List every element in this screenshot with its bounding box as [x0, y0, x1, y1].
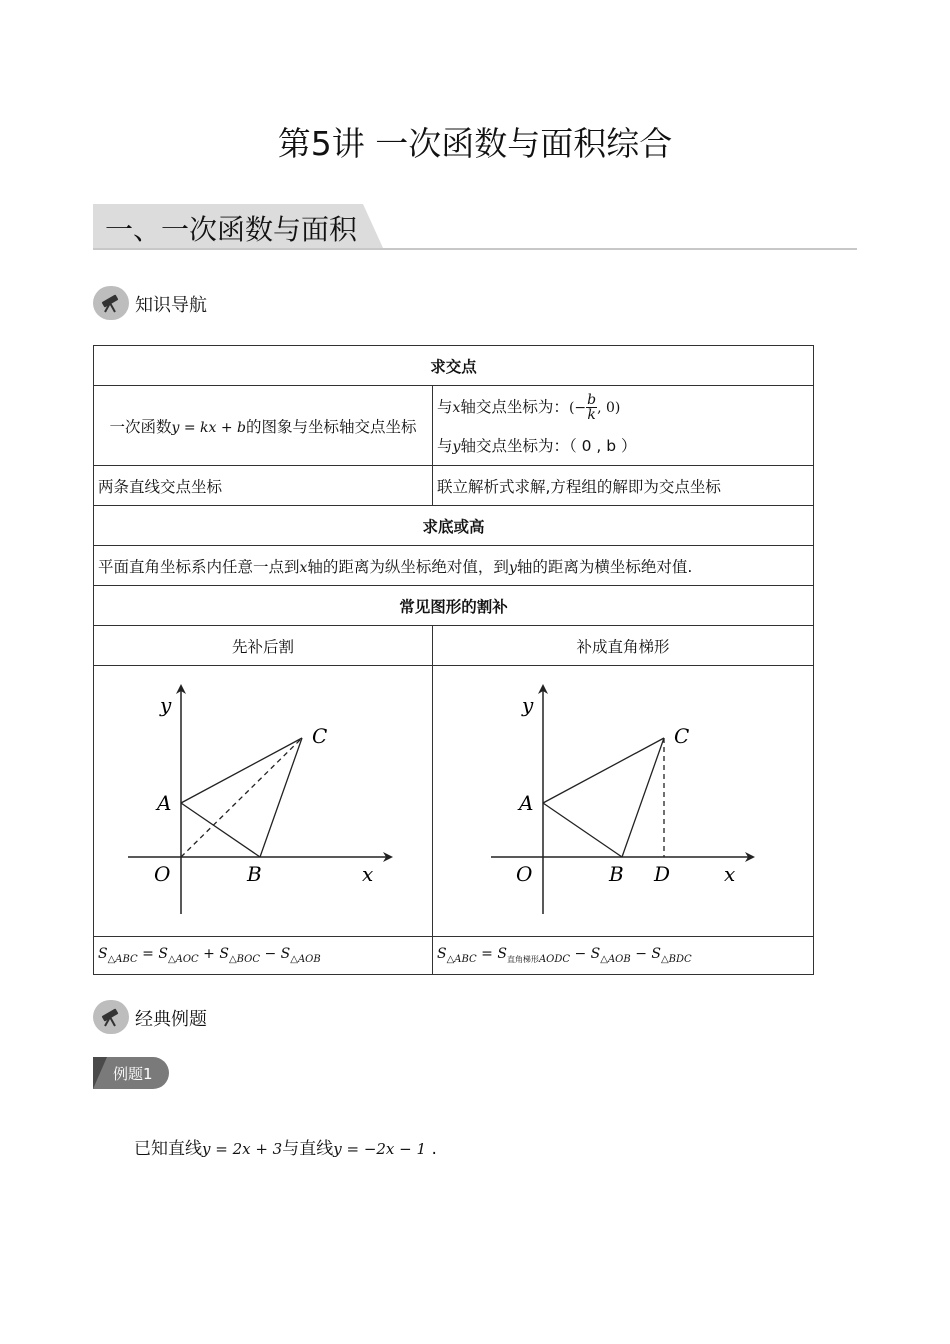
table-heading-base-height: 求底或高	[94, 506, 814, 546]
table-cell-linear-function	[94, 386, 433, 466]
segment-AC	[181, 738, 302, 803]
section-title: 一、一次函数与面积	[105, 213, 358, 246]
problem-equation-2: y = −2x − 1	[333, 1140, 427, 1158]
label-A: A	[157, 791, 172, 815]
fraction-denominator: k	[587, 406, 596, 423]
segment-CB	[622, 738, 664, 857]
cell-math: y = kx + b	[171, 419, 246, 436]
label-A: A	[519, 791, 534, 815]
formula-sub: AODC	[538, 953, 571, 965]
formula-sub: △ABC	[107, 953, 138, 965]
cell-math: y	[508, 559, 517, 576]
table-col-fill-then-cut: 先补后割	[94, 626, 433, 666]
formula-sub: △BDC	[660, 953, 692, 965]
example-tag	[93, 1057, 169, 1089]
fraction	[586, 393, 597, 422]
knowledge-nav-label: 知识导航	[135, 295, 207, 316]
formula-part: =	[481, 946, 493, 963]
segment-OC-dashed	[181, 738, 302, 857]
telescope-icon	[93, 1000, 129, 1034]
problem-statement	[134, 1134, 437, 1159]
formula-sub: △BOC	[228, 953, 261, 965]
table-cell-solve-system: 联立解析式求解,方程组的解即为交点坐标	[433, 466, 814, 506]
formula-part: −	[635, 946, 647, 963]
cell-text: 轴交点坐标为：	[460, 397, 569, 416]
formula-part: S	[219, 946, 229, 963]
label-x: x	[362, 862, 374, 886]
label-B: B	[609, 862, 624, 886]
cell-text: 平面直角坐标系内任意一点到	[98, 557, 300, 576]
formula-part: S	[497, 946, 507, 963]
figure-fill-then-cut	[94, 666, 432, 932]
label-y: y	[160, 693, 172, 717]
segment-CB	[260, 738, 302, 857]
cell-text: 的图象与坐标轴交点坐标	[246, 417, 417, 436]
formula-part: S	[590, 946, 601, 963]
classic-examples-label: 经典例题	[135, 1009, 207, 1030]
cell-text: 轴的距离为纵坐标绝对值，到	[307, 557, 509, 576]
formula-part: −	[264, 946, 277, 963]
formula-right	[433, 937, 814, 975]
formula-sub: 直角梯形	[506, 954, 539, 964]
section-header-rule	[93, 248, 857, 250]
problem-text: 与直线	[282, 1139, 334, 1159]
figure-cell-right	[433, 666, 814, 937]
figure-cell-left	[94, 666, 433, 937]
label-O: O	[516, 862, 533, 886]
table-heading-cut-fill: 常见图形的割补	[94, 586, 814, 626]
table-heading-intersection: 求交点	[94, 346, 814, 386]
cell-math: , 0)	[597, 399, 621, 416]
section-header	[93, 204, 857, 250]
formula-sub: △ABC	[446, 953, 477, 965]
cell-text: 与	[437, 436, 453, 455]
cell-text: 一次函数	[109, 417, 172, 436]
telescope-icon	[93, 286, 129, 320]
fraction-numerator: b	[587, 391, 597, 408]
problem-equation-1: y = 2x + 3	[202, 1140, 283, 1158]
problem-text: .	[426, 1139, 437, 1159]
formula-sub: △AOB	[290, 953, 321, 965]
page-title: 第5讲 一次函数与面积综合	[277, 124, 673, 163]
x-intercept-line	[437, 387, 809, 427]
cell-text: 轴交点坐标为：（ 0 , b ）	[460, 436, 637, 455]
example-tag-accent	[93, 1057, 107, 1089]
formula-part: −	[574, 946, 587, 963]
formula-part: S	[98, 946, 108, 963]
cell-text: 轴的距离为横坐标绝对值.	[516, 557, 693, 576]
knowledge-table	[93, 345, 814, 975]
formula-part: S	[651, 946, 661, 963]
figure-right-trapezoid	[433, 666, 813, 932]
table-cell-two-lines: 两条直线交点坐标	[94, 466, 433, 506]
y-intercept-line	[437, 427, 809, 465]
cell-math: x	[452, 399, 461, 416]
table-cell-axis-intersections	[433, 386, 814, 466]
formula-part: =	[142, 946, 154, 963]
segment-AB	[181, 803, 260, 857]
formula-part: +	[203, 946, 215, 963]
segment-AB	[543, 803, 622, 857]
label-B: B	[247, 862, 262, 886]
cell-text: 与	[437, 397, 453, 416]
cell-math: y	[452, 438, 461, 455]
label-D: D	[654, 862, 671, 886]
segment-AC	[543, 738, 664, 803]
formula-left	[94, 937, 433, 975]
formula-sub: △AOC	[167, 953, 199, 965]
label-x: x	[724, 862, 736, 886]
formula-part: S	[437, 946, 447, 963]
problem-text: 已知直线	[134, 1139, 202, 1159]
cell-math: (−	[568, 399, 587, 416]
formula-part: S	[280, 946, 291, 963]
example-tag-label: 例题1	[113, 1065, 153, 1083]
label-C: C	[674, 724, 690, 748]
formula-sub: △AOB	[600, 953, 631, 965]
formula-part: S	[158, 946, 168, 963]
label-O: O	[154, 862, 171, 886]
label-C: C	[312, 724, 328, 748]
label-y: y	[522, 693, 534, 717]
cell-math: x	[299, 559, 308, 576]
table-cell-distance-rule	[94, 546, 814, 586]
table-col-right-trapezoid: 补成直角梯形	[433, 626, 814, 666]
